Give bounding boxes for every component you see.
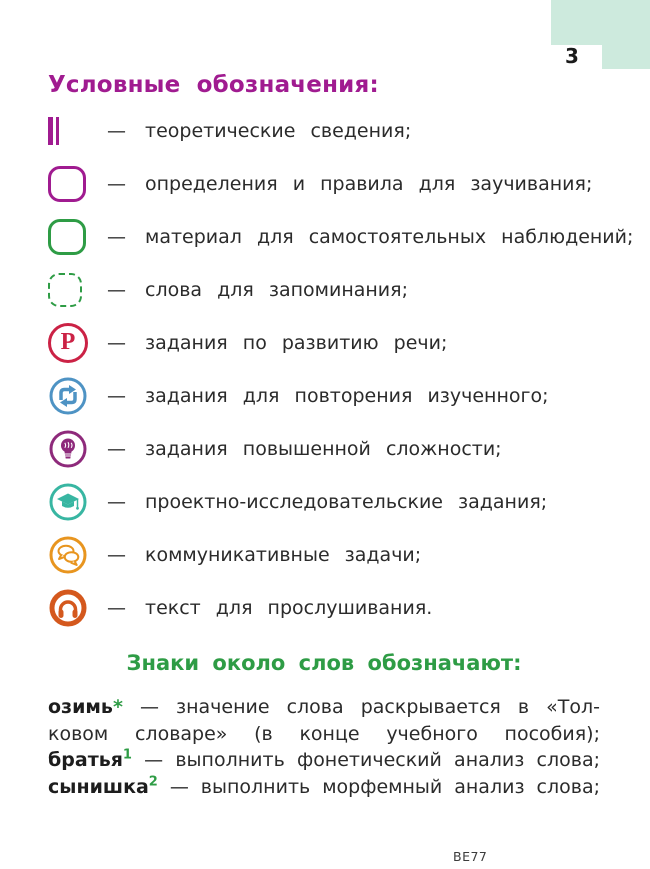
legend-row-observation <box>48 217 634 257</box>
example-word: братья <box>48 749 123 771</box>
mint-corner-decoration <box>551 0 650 45</box>
legend-label: теоретические сведения; <box>145 120 412 142</box>
legend-label: слова для запоминания; <box>145 279 408 301</box>
legend-dash: — <box>107 226 126 248</box>
entry-text-line2: ковом словаре» (в конце учебного пособия); <box>48 722 600 745</box>
example-word: озимь <box>48 696 113 718</box>
legend-row-repetition <box>48 376 600 416</box>
entry-text: — выполнить фонетический анализ слова; <box>144 749 600 771</box>
legend-label: задания по развитию речи; <box>145 332 448 354</box>
legend-list <box>48 111 634 628</box>
word-sign-entry-asterisk <box>48 694 600 747</box>
legend-label: задания для повторения изученного; <box>145 385 549 407</box>
page-number: 3 <box>565 44 579 68</box>
legend-row-communication <box>48 535 600 575</box>
example-word: сынишка <box>48 775 149 798</box>
magenta-rounded-square-icon <box>48 166 86 202</box>
mint-corner-decoration-step <box>602 45 650 69</box>
legend-dash: — <box>107 438 126 460</box>
legend-label: проектно-исследовательские задания; <box>145 491 548 513</box>
legend-row-theory <box>48 111 600 151</box>
lightbulb-icon <box>48 429 88 469</box>
legend-label: текст для прослушивания. <box>145 597 433 619</box>
entry-text: — выполнить морфемный анализ слова; <box>169 775 600 798</box>
speech-bubbles-icon <box>48 535 88 575</box>
badge-letter: Р <box>60 329 76 355</box>
word-sign-entry-morphemic <box>48 774 600 801</box>
word-signs-heading: Знаки около слов обозначают: <box>126 651 522 675</box>
legend-label: задания повышенной сложности; <box>145 438 502 460</box>
legend-row-listening <box>48 588 600 628</box>
speech-development-badge-icon <box>48 323 88 363</box>
legend-title: Условные обозначения: <box>48 72 379 98</box>
legend-row-project <box>48 482 600 522</box>
legend-dash: — <box>107 332 126 354</box>
page-content <box>48 72 634 800</box>
legend-row-definitions <box>48 164 600 204</box>
superscript-1-mark: 1 <box>122 747 132 763</box>
word-sign-entry-phonetic <box>48 747 600 774</box>
legend-dash: — <box>107 385 126 407</box>
legend-label: материал для самостоятельных наблюдений; <box>145 226 634 248</box>
legend-row-advanced <box>48 429 600 469</box>
legend-label: определения и правила для заучивания; <box>145 173 593 195</box>
footer-code: BE77 <box>453 849 488 864</box>
word-signs-entries <box>48 694 600 800</box>
asterisk-mark: * <box>112 696 123 718</box>
repeat-arrows-icon <box>48 376 88 416</box>
legend-label: коммуникативные задачи; <box>145 544 422 566</box>
theory-bars-icon <box>48 117 59 145</box>
legend-dash: — <box>107 173 126 195</box>
legend-dash: — <box>107 279 126 301</box>
legend-dash: — <box>107 597 126 619</box>
headphones-icon <box>48 588 88 628</box>
legend-row-memorize <box>48 270 600 310</box>
legend-dash: — <box>107 544 126 566</box>
green-dashed-square-icon <box>48 273 82 307</box>
green-rounded-square-icon <box>48 219 86 255</box>
legend-dash: — <box>107 491 126 513</box>
superscript-2-mark: 2 <box>148 774 158 790</box>
graduation-cap-icon <box>48 482 88 522</box>
legend-row-speech-dev <box>48 323 600 363</box>
legend-dash: — <box>107 120 126 142</box>
entry-text-line1: — значение слова раскрывается в «Тол- <box>139 696 601 718</box>
